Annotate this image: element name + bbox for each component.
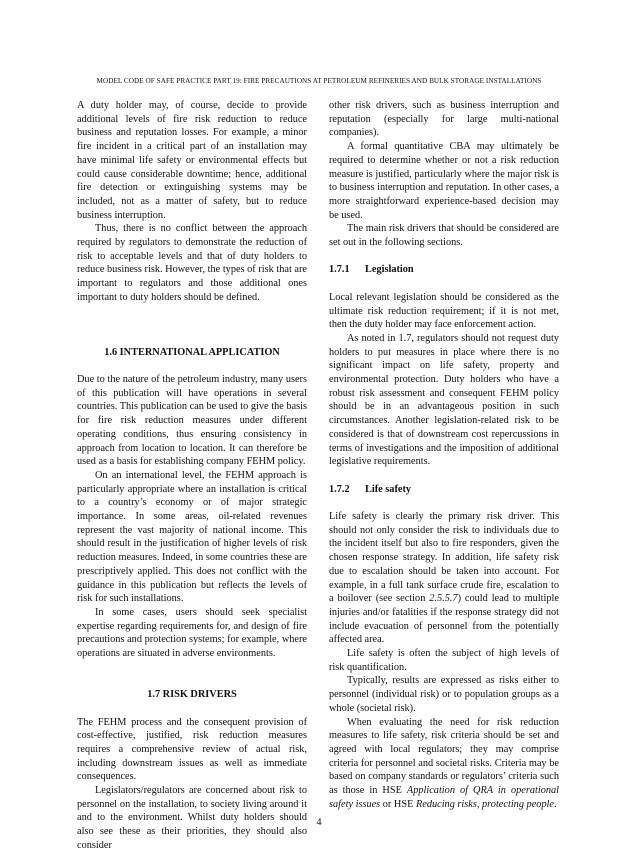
paragraph: A formal quantitative CBA may ultimately be required to determine whether or not a risk reduction measure is justified, particularly where the major risk is to business interruption and reputation. In other cases, a more straightforward experience-based decision may be used.	[329, 141, 559, 221]
paragraph: A duty holder may, of course, decide to provide additional levels of fire risk reduction to reduce business and reputation losses. For example, a minor fire incident in a critical part of an installation may have minimal life safety or environmental effects but could cause considerable downtime; hence, additional fire detection or extinguishing systems may be included, not as a matter of safety, but to reduce business interruption.	[77, 100, 307, 221]
section-heading-1-7: 1.7 RISK DRIVERS	[147, 689, 237, 701]
paragraph	[329, 716, 559, 812]
paragraph: The FEHM process and the consequent provision of cost-effective, justified, risk reduction measures requires a comprehensive review of actual risk, including downstream issues as well as immediate consequences.	[77, 716, 307, 783]
paragraph: Due to the nature of the petroleum industry, many users of this publication will have operations in several countries. This publication can be used to give the basis for fire risk reduction measures under different operating conditions, thus ensuring consistency in approach from location to location. It can therefore be used as a basis for establishing company FEHM policy.	[77, 374, 307, 468]
right-column	[329, 99, 559, 812]
paragraph: other risk drivers, such as business interruption and reputation (especially for large multi-national companies).	[329, 100, 559, 139]
publication-reference: Application of QRA in operational safety issues	[329, 785, 559, 810]
section-heading-1-6: 1.6 INTERNATIONAL APPLICATION	[104, 346, 280, 358]
paragraph: Life safety is often the subject of high levels of risk quantification.	[329, 648, 559, 673]
paragraph: Legislators/regulators are concerned about risk to personnel on the installation, to society living around it and to the environment. Whilst duty holders should also see these as their priorities, they should also consider	[77, 785, 307, 851]
paragraph: As noted in 1.7, regulators should not request duty holders to put measures in place where there is no significant impact on life safety, property and environmental protection. Duty holders who have a robust risk assessment and consequent FEHM policy should be in an advantageous position in such circumstances. Another legislation-related risk to be considered is that of downstream cost repercussions in terms of investigations and the imposition of additional legislative requirements.	[329, 332, 559, 468]
text: .	[554, 798, 557, 810]
left-column	[77, 99, 307, 853]
paragraph: The main risk drivers that should be considered are set out in the following sections.	[329, 223, 559, 249]
paragraph: On an international level, the FEHM approach is particularly appropriate where an installation is critical to a country’s economy or of major strategic importance. In some areas, oil-related revenues represent the vast majority of national income. This should result in the justification of higher levels of risk reduction measures. Indeed, in some countries these are prescriptively applied. This does not conflict with the guidance in this publication but reflects the levels of risk for such installations.	[77, 469, 307, 605]
running-header: MODEL CODE OF SAFE PRACTICE PART 19: FIRE PRECAUTIONS AT PETROLEUM REFINERIES AND BULK STORAGE INSTALLATIONS	[96, 77, 542, 85]
text: ) could lead to multiple injuries and/or fatalities if the response strategy did not include evacuation of personnel from the potentially affected area.	[329, 593, 559, 646]
subsection-title: Life safety	[365, 483, 412, 495]
paragraph: Thus, there is no conflict between the approach required by regulators to demonstrate the reduction of risk to acceptable levels and that of duty holders to reduce business risk. However, the types of risk that are important to regulators and those additional ones important to duty holders should be defined.	[77, 223, 307, 303]
subsection-number: 1.7.2	[329, 483, 350, 495]
text: When evaluating the need for risk reduction measures to life safety, risk criteria should be set and agreed with local regulators; they may comprise criteria for personnel and societal risks. Criteria may be based on company standards or regulators’ criteria such as those in HSE	[329, 716, 559, 797]
page-number: 4	[316, 817, 322, 828]
paragraph: In some cases, users should seek specialist expertise regarding requirements for, and design of fire precautions and protection systems; for example, where operations are situated in adverse environments.	[77, 606, 307, 660]
subsection-heading-1-7-2	[329, 483, 559, 497]
subsection-title: Legislation	[365, 264, 414, 276]
publication-reference: Reducing risks, protecting people	[415, 798, 554, 810]
paragraph: Typically, results are expressed as risks either to personnel (individual risk) or to population groups as a whole (societal risk).	[329, 675, 559, 714]
text: Life safety is clearly the primary risk driver. This should not only consider the risk to individuals due to the incident itself but also to fire responders, given the chosen response strategy. In addition, life safety risk due to escalation should be taken into account. For example, in a full tank surface crude fire, escalation to a boilover (see section	[329, 511, 559, 605]
paragraph: Local relevant legislation should be considered as the ultimate risk reduction requirement; if it is not met, then the duty holder may face enforcement action.	[329, 291, 559, 331]
text: or HSE	[380, 798, 416, 810]
subsection-heading-1-7-1	[329, 263, 559, 277]
section-reference: 2.5.5.7	[429, 593, 458, 605]
paragraph	[329, 510, 559, 647]
subsection-number: 1.7.1	[329, 264, 350, 276]
